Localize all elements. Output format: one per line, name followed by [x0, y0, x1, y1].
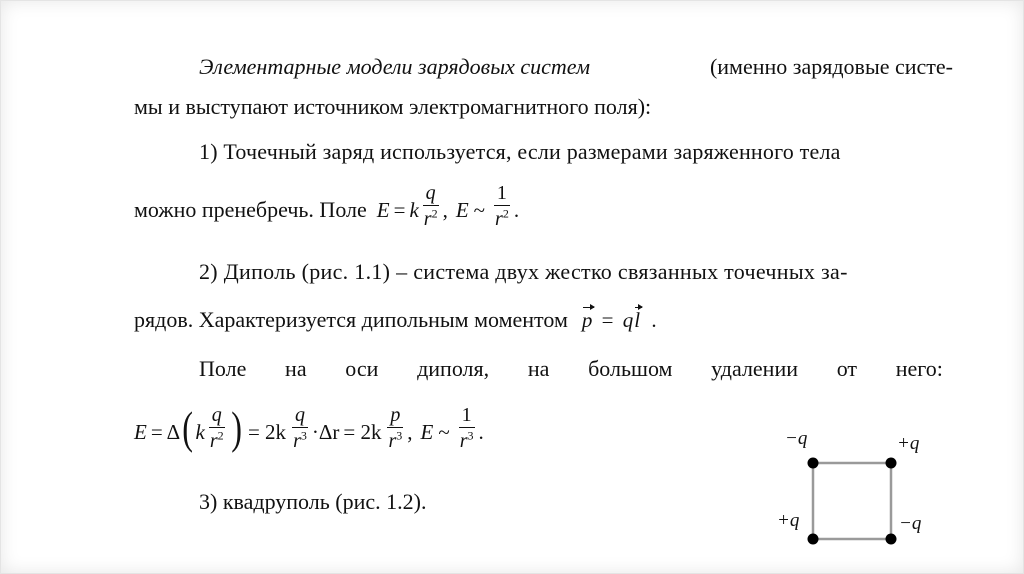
point-charge-line-1: 1) Точечный заряд используется, если размерами заряженного тела: [199, 139, 841, 164]
fraction: [492, 183, 512, 229]
point-charge-line-2: [134, 182, 520, 233]
numerator: q: [209, 405, 225, 428]
denominator: [457, 428, 477, 451]
exponent: 3: [396, 428, 403, 443]
exponent: 2: [502, 206, 509, 221]
word: удалении: [711, 356, 799, 381]
charge-label-top-left: [785, 429, 807, 448]
numerator: 1: [494, 183, 510, 206]
quadrupole-diagram: [761, 421, 941, 561]
formula-symbol: r: [293, 430, 301, 452]
intro-line-2: мы и выступают источником электромагнитного поля):: [134, 94, 652, 119]
point-charge-formula: [376, 182, 520, 233]
formula-symbol: =: [601, 307, 614, 332]
numerator: q: [292, 405, 308, 428]
charge-value: +q: [777, 510, 800, 531]
word: большом: [588, 356, 673, 381]
fraction: [457, 405, 477, 451]
formula-symbol: E: [134, 419, 147, 444]
point-charge-text: можно пренебречь. Поле: [134, 197, 367, 222]
formula-symbol: r: [388, 430, 397, 452]
formula-symbol: r: [423, 208, 432, 230]
formula-symbol: = 2k: [343, 419, 382, 444]
formula-symbol: r: [209, 430, 218, 452]
vector-l: l: [634, 307, 641, 332]
dipole-line-2: [134, 309, 657, 331]
charge-label-bottom-left: [777, 511, 799, 530]
numerator: 1: [459, 405, 475, 428]
dipole-field-formula: [134, 402, 484, 455]
denominator: [207, 428, 227, 451]
word: от: [836, 356, 858, 381]
formula-symbol: k: [409, 197, 419, 222]
exponent: 2: [217, 428, 224, 443]
denominator: [421, 206, 441, 229]
charge-node-bottom-left: [808, 534, 819, 545]
fraction: [421, 183, 441, 229]
word: Поле: [199, 356, 247, 381]
charge-node-top-left: [808, 458, 819, 469]
fraction: [207, 405, 227, 451]
exponent: 2: [431, 206, 438, 221]
denominator: [492, 206, 512, 229]
word: на: [285, 356, 307, 381]
formula-symbol: E: [376, 197, 390, 222]
intro-line-1: [199, 56, 953, 78]
formula-symbol: =: [393, 197, 406, 222]
left-paren: (: [182, 402, 194, 453]
denominator: [385, 428, 405, 451]
exponent: 3: [467, 428, 474, 443]
vector-p: p: [581, 307, 593, 332]
formula-symbol: ,: [407, 419, 413, 444]
charge-node-top-right: [886, 458, 897, 469]
formula-symbol: ~: [473, 197, 486, 222]
formula-symbol: ~: [438, 419, 450, 444]
formula-symbol: E: [455, 197, 469, 222]
word: оси: [345, 356, 379, 381]
formula-symbol: = 2k: [247, 419, 287, 444]
word: на: [527, 356, 550, 381]
dipole-text: рядов. Характеризуется дипольным моментом: [134, 307, 568, 332]
numerator: p: [387, 405, 403, 428]
charge-label-bottom-right: [899, 514, 921, 533]
intro-italic-term: Элементарные модели зарядовых систем: [199, 54, 591, 79]
formula-symbol: E: [420, 419, 434, 444]
word: диполя,: [417, 356, 490, 381]
formula-symbol: =: [150, 419, 163, 444]
formula-symbol: q: [622, 307, 634, 332]
formula-symbol: k: [195, 419, 205, 444]
formula-symbol: r: [459, 430, 468, 452]
word: него:: [895, 356, 943, 381]
formula-symbol: .: [513, 197, 520, 222]
charge-node-bottom-right: [886, 534, 897, 545]
formula-symbol: r: [495, 208, 503, 230]
formula-symbol: Δr: [318, 419, 340, 444]
formula-symbol: Δ: [166, 419, 181, 444]
dipole-axis-line: [199, 358, 943, 380]
charge-value: +q: [897, 433, 920, 454]
numerator: q: [423, 183, 439, 206]
quadrupole-line: 3) квадруполь (рис. 1.2).: [199, 489, 427, 514]
formula-symbol: .: [478, 419, 484, 444]
formula-symbol: ,: [442, 197, 448, 222]
dipole-line-1: 2) Диполь (рис. 1.1) – система двух жестко связанных точечных за-: [199, 259, 848, 284]
charge-value: −q: [785, 428, 808, 449]
formula-symbol: .: [651, 307, 657, 332]
exponent: 3: [300, 428, 307, 443]
fraction: [385, 405, 405, 451]
square-edges: [813, 463, 891, 539]
intro-rest: (именно зарядовые систе-: [704, 54, 953, 79]
charge-label-top-right: [897, 434, 919, 453]
formula-symbol: ·: [311, 419, 319, 444]
denominator: [290, 428, 310, 451]
dipole-moment-formula: [581, 307, 657, 332]
charge-value: −q: [899, 513, 922, 534]
right-paren: ): [230, 402, 242, 453]
fraction: [290, 405, 310, 451]
